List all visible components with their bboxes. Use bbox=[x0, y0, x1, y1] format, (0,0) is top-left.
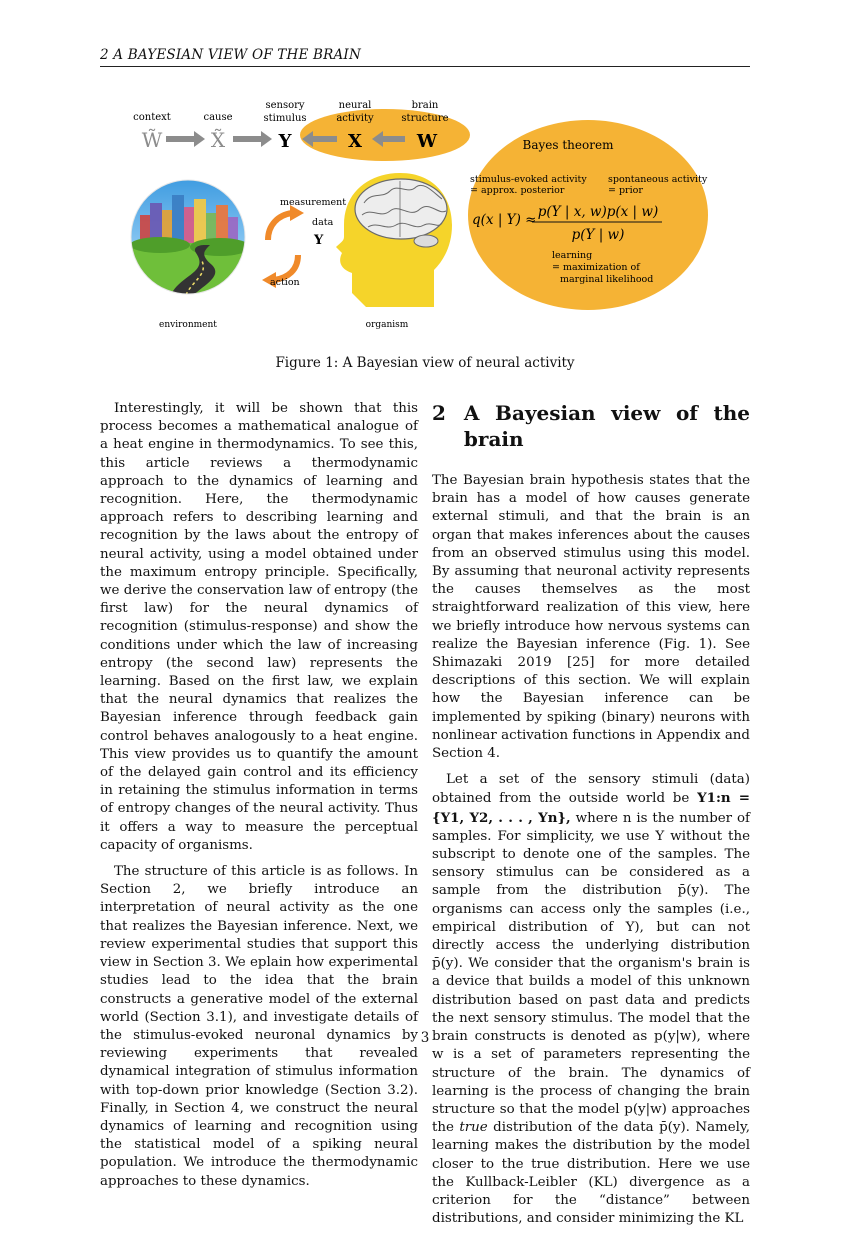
right-column bbox=[432, 400, 750, 1236]
left-paragraph-1: Interestingly, it will be shown that this process becomes a mathematical analogue of a heat engine in thermodynamics. To see this, this article reviews a thermodynamic approach to the dynamics of learning and recognition. Here, the thermodynamic approach refers to describing learning and recognition by the laws about the entropy of neural activity, using a model obtained under the maximum entropy principle. Specifically, we derive the conservation law of entropy (the first law) for the neural dynamics of recognition (stimulus-response) and show the conditions under which the law of increasing entropy (the second law) represents the learning. Based on the first law, we explain that the neural dynamics that realizes the Bayesian inference through feedback gain control behaves analogously to a heat engine. This view provides us to quantify the amount of the delayed gain control and its efficiency in retaining the stimulus information in terms of entropy changes of the neural activity. Thus it offers a way to measure the perceptual capacity of organisms. bbox=[100, 401, 418, 853]
prior-note-2: = prior bbox=[608, 185, 643, 196]
stimulus-symbol: Y bbox=[278, 131, 292, 152]
brain-label: brain bbox=[411, 100, 439, 111]
right-paragraph-1: The Bayesian brain hypothesis states that the brain has a model of how causes generate external stimuli, and that the brain is an organ that makes inferences about the causes from an observed stimulus using this model. By assuming that neuronal activity represents the causes themselves as the most straightforward realization of this view, here we briefly introduce how nervous systems can realize the Bayesian inference (Fig. 1). See Shimazaki 2019 [25] for more detailed descriptions of this section. We will explain how the Bayesian inference can be implemented by spiking (binary) neurons with nonlinear activation functions in Appendix and Section 4. bbox=[432, 473, 750, 762]
right-paragraph-2-c: distribution of the data p̄(y). Namely, learning makes the distribution by the model closer to the true distribution. Here we use the Kullback-Leibler (KL) divergence as a criterion for the “distance” between distributions, and consider minimizing the KL bbox=[432, 1120, 751, 1227]
sample-set-equation: Y1:n = {Y1, Y2, . . . , Yn}, bbox=[432, 790, 751, 826]
activity-label: activity bbox=[336, 113, 374, 124]
running-head: 2 A BAYESIAN VIEW OF THE BRAIN bbox=[100, 47, 361, 63]
right-paragraph-2-a: Let a set of the sensory stimuli (data) obtained from the outside world be bbox=[432, 772, 750, 807]
left-column bbox=[100, 400, 418, 1199]
figure-1 bbox=[100, 95, 750, 345]
learning-note-1: learning bbox=[552, 250, 593, 261]
right-paragraph-2 bbox=[432, 771, 750, 1228]
learning-note-3: marginal likelihood bbox=[560, 274, 654, 285]
stimulus-label: stimulus bbox=[263, 113, 307, 124]
figure-caption: Figure 1: A Bayesian view of neural activity bbox=[275, 355, 575, 371]
arrow-cause-stimulus-icon bbox=[233, 131, 272, 147]
learning-note-2: = maximization of bbox=[552, 262, 640, 273]
cause-symbol: X̃ bbox=[210, 128, 226, 152]
right-paragraph-2-b: where n is the number of samples. For simplicity, we use Y without the subscript to denote one of the samples. The sensory stimulus can be considered as a sample from the distribution p̄(y). The organisms can access only the samples (i.e., empirical distribution of Y), but can not directly access the underlying distribution p̄(y). We consider that the organism's brain is a device that builds a model of this unknown distribution based on past data and predicts the next sensory stimulus. The model that the brain constructs is denoted as p(y|w), where w is a set of parameters representing the structure of the brain. The dynamics of learning is the process of changing the brain structure so that the model p(y|w) approaches the bbox=[432, 810, 750, 1136]
action-label: action bbox=[270, 277, 300, 288]
bayes-title: Bayes theorem bbox=[522, 138, 614, 152]
structure-label: structure bbox=[401, 113, 449, 124]
section-title: A Bayesian view of the brain bbox=[463, 401, 750, 451]
posterior-note-1: stimulus-evoked activity bbox=[470, 174, 587, 185]
page-number: 3 bbox=[420, 1030, 430, 1046]
context-label: context bbox=[133, 112, 171, 123]
data-label: data bbox=[312, 217, 334, 228]
neural-label: neural bbox=[338, 100, 372, 111]
prior-note-1: spontaneous activity bbox=[608, 174, 708, 185]
header-rule bbox=[100, 66, 750, 67]
data-symbol: Y bbox=[314, 233, 324, 248]
context-symbol: W̃ bbox=[141, 128, 163, 152]
cause-label: cause bbox=[203, 112, 233, 123]
environment-illustration bbox=[128, 177, 250, 303]
section-heading bbox=[432, 400, 750, 452]
arrow-context-cause-icon bbox=[166, 131, 205, 147]
measurement-loop-icon bbox=[268, 205, 304, 240]
structure-symbol: W bbox=[416, 131, 438, 152]
true-emphasis: true bbox=[459, 1120, 488, 1136]
section-number: 2 bbox=[432, 401, 446, 425]
activity-symbol: X bbox=[348, 131, 362, 152]
measurement-label: measurement bbox=[280, 197, 347, 208]
equation-lhs: q(x | Y) ≈ bbox=[472, 212, 537, 228]
equation-numerator: p(Y | x, w)p(x | w) bbox=[537, 204, 659, 220]
environment-label: environment bbox=[159, 320, 217, 330]
posterior-note-2: = approx. posterior bbox=[470, 185, 565, 196]
organism-label: organism bbox=[365, 320, 409, 330]
left-paragraph-2: The structure of this article is as follows. In Section 2, we briefly introduce an interpretation of neural activity as the one that realizes the Bayesian inference. Next, we review experimental studies that support this view in Section 3. We eplain how experimental studies lead to the idea that the brain constructs a generative model of the external world (Section 3.1), and investigate details of the stimulus-evoked neuronal dynamics by reviewing experiments that revealed dynamical integration of stimulus information with top-down prior knowledge (Section 3.2). Finally, in Section 4, we construct the neural dynamics of learning and recognition using the statistical model of a spiking neural population. We introduce the thermodynamic approaches to these dynamics. bbox=[100, 864, 418, 1189]
sensory-label: sensory bbox=[265, 100, 305, 111]
equation-denominator: p(Y | w) bbox=[571, 227, 625, 243]
